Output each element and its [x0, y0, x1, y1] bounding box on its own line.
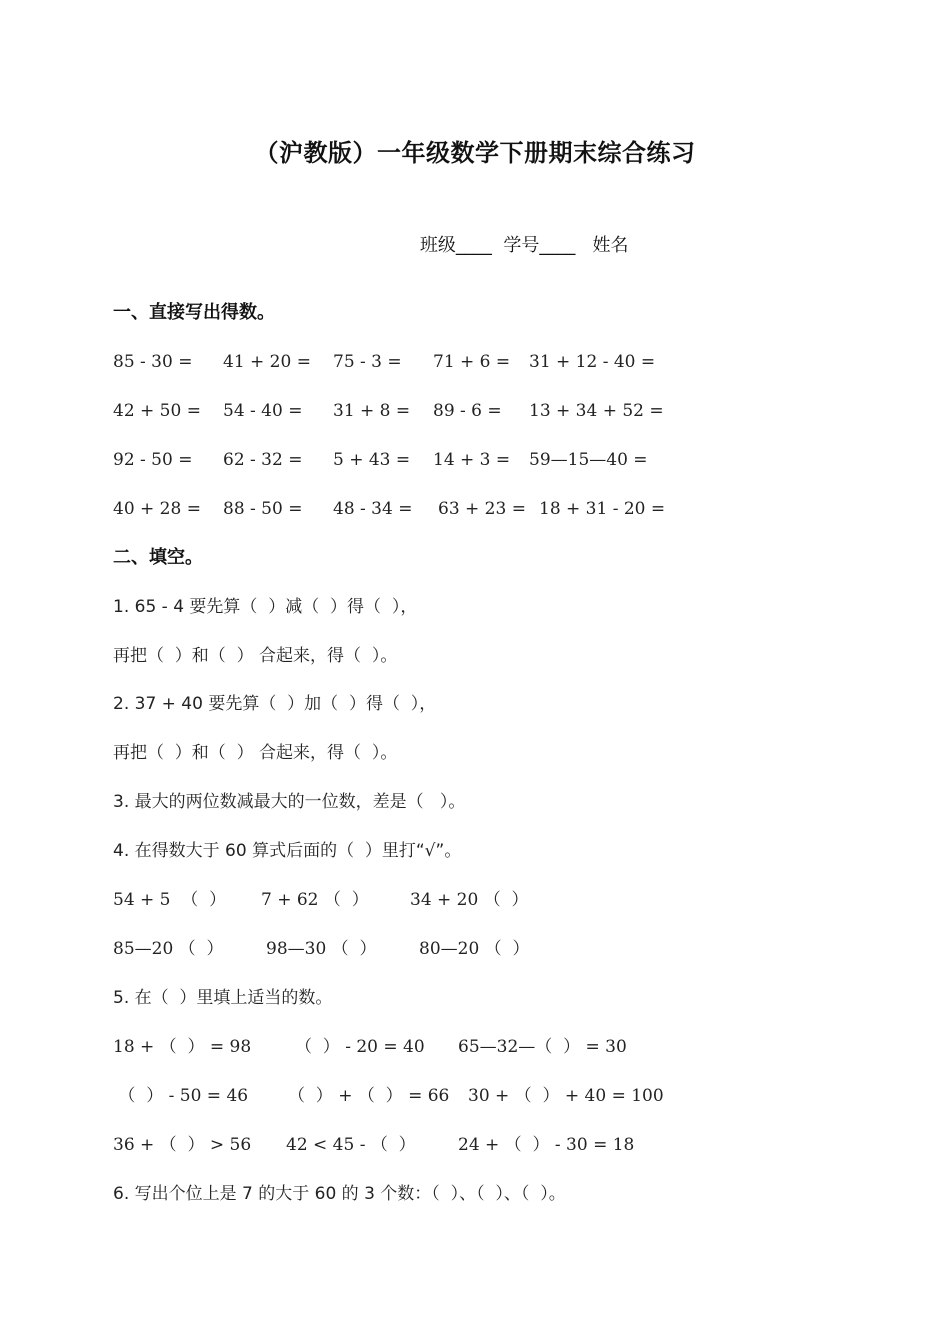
- calc-item: 14 + 3 =: [433, 450, 511, 470]
- question-4-row-1: [113, 887, 873, 913]
- calc-item: 48 - 34 =: [333, 499, 413, 519]
- fill-item: 24 + （ ） - 30 = 18: [458, 1135, 635, 1155]
- student-info: [397, 204, 629, 288]
- student-number-field-label: 学号____: [503, 235, 576, 256]
- calc-item: 63 + 23 =: [438, 499, 526, 519]
- calc-item: 40 + 28 =: [113, 499, 201, 519]
- question-1-line-2: 再把（ ）和（ ） 合起来，得（ ）。: [113, 646, 398, 666]
- calc-item: 42 + 50 =: [113, 401, 201, 421]
- question-2-line-1: 2. 37 + 40 要先算（ ）加（ ）得（ ），: [113, 694, 437, 714]
- calc-item: 92 - 50 =: [113, 450, 193, 470]
- check-item: 85—20 （ ）: [113, 939, 224, 959]
- section-2-heading: 二、填空。: [113, 547, 203, 568]
- check-item: 34 + 20 （ ）: [410, 890, 529, 910]
- calc-item: 62 - 32 =: [223, 450, 303, 470]
- section-1-heading: 一、直接写出得数。: [113, 302, 275, 323]
- calc-row-4: [113, 496, 873, 522]
- question-4-row-2: [113, 936, 873, 962]
- question-6: 6. 写出个位上是 7 的大于 60 的 3 个数：（ ）、（ ）、（ ）。: [113, 1184, 566, 1204]
- fill-item: （ ） + （ ） = 66: [288, 1086, 450, 1106]
- worksheet-title: （沪教版）一年级数学下册期末综合练习: [254, 139, 696, 167]
- question-1-line-1: 1. 65 - 4 要先算（ ）减（ ）得（ ），: [113, 597, 418, 617]
- calc-item: 5 + 43 =: [333, 450, 411, 470]
- calc-row-3: [113, 447, 873, 473]
- calc-item: 13 + 34 + 52 =: [529, 401, 664, 421]
- calc-item: 89 - 6 =: [433, 401, 502, 421]
- question-2-line-2: 再把（ ）和（ ） 合起来，得（ ）。: [113, 743, 398, 763]
- fill-item: （ ） - 50 = 46: [113, 1086, 249, 1106]
- fill-item: 42 < 45 - （ ）: [286, 1135, 416, 1155]
- calc-item: 88 - 50 =: [223, 499, 303, 519]
- question-5-row-3: [113, 1132, 873, 1158]
- fill-item: 30 + （ ） + 40 = 100: [468, 1086, 664, 1106]
- check-item: 7 + 62 （ ）: [261, 890, 369, 910]
- name-field-label: 姓名: [592, 235, 629, 256]
- fill-item: 36 + （ ） > 56: [113, 1135, 252, 1155]
- calc-item: 75 - 3 =: [333, 352, 402, 372]
- fill-item: 18 + （ ） = 98: [113, 1037, 252, 1057]
- calc-row-2: [113, 398, 873, 424]
- fill-item: （ ） - 20 = 40: [295, 1037, 425, 1057]
- check-item: 98—30 （ ）: [266, 939, 377, 959]
- fill-item: 65—32—（ ） = 30: [458, 1037, 627, 1057]
- question-5: 5. 在（ ）里填上适当的数。: [113, 988, 333, 1008]
- calc-item: 41 + 20 =: [223, 352, 311, 372]
- calc-item: 18 + 31 - 20 =: [539, 499, 666, 519]
- calc-row-1: [113, 349, 873, 375]
- question-3: 3. 最大的两位数减最大的一位数，差是（ ）。: [113, 792, 466, 812]
- check-item: 54 + 5 （ ）: [113, 890, 227, 910]
- calc-item: 71 + 6 =: [433, 352, 511, 372]
- class-field-label: 班级____: [419, 235, 492, 256]
- calc-item: 31 + 12 - 40 =: [529, 352, 656, 372]
- calc-item: 31 + 8 =: [333, 401, 411, 421]
- calc-item: 59—15—40 =: [529, 450, 648, 470]
- calc-item: 85 - 30 =: [113, 352, 193, 372]
- question-5-row-2: [113, 1083, 873, 1109]
- question-4: 4. 在得数大于 60 算式后面的（ ）里打“√”。: [113, 841, 462, 861]
- calc-item: 54 - 40 =: [223, 401, 303, 421]
- check-item: 80—20 （ ）: [419, 939, 530, 959]
- question-5-row-1: [113, 1034, 873, 1060]
